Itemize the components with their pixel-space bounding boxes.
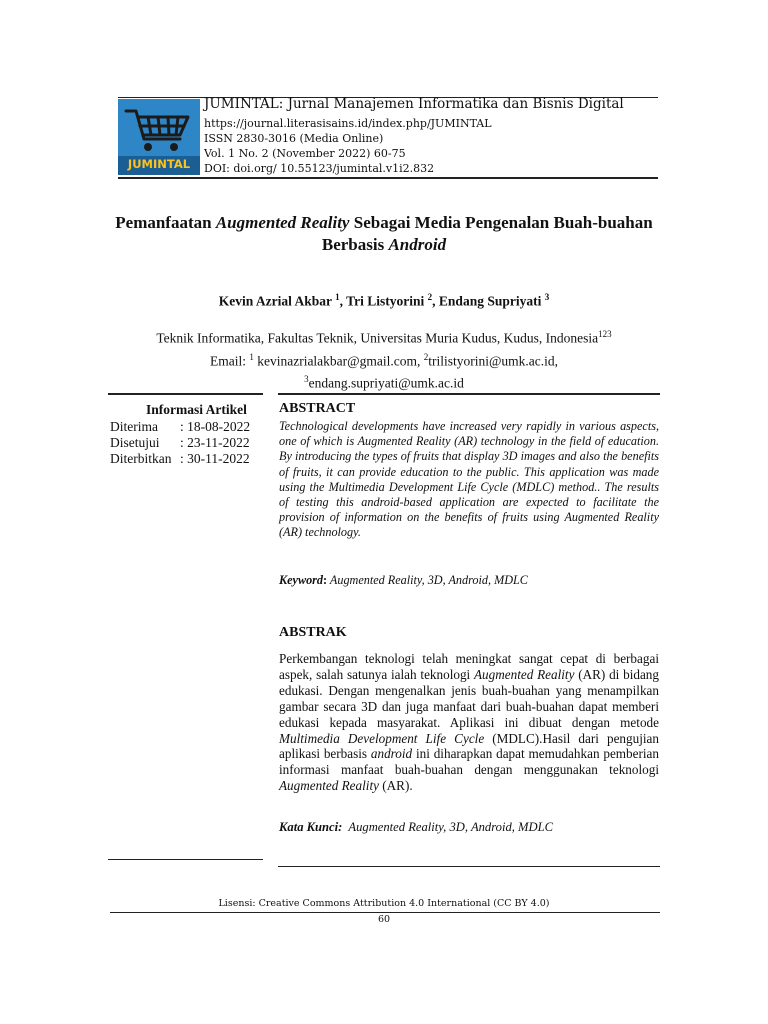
journal-url[interactable]: https://journal.literasisains.id/index.php/JUMINTAL	[204, 117, 492, 130]
info-accepted: Disetujui : 23-11-2022	[110, 435, 250, 450]
email-2[interactable]: trilistyorini@umk.ac.id,	[428, 353, 559, 368]
logo-wordmark: JUMINTAL	[127, 157, 191, 171]
info-bottom-rule	[108, 859, 263, 860]
affiliation: Teknik Informatika, Fakultas Teknik, Universitas Muria Kudus, Kudus, Indonesia$^{123}$	[156, 329, 612, 346]
email-3[interactable]: endang.supriyati@umk.ac.id	[308, 375, 464, 391]
info-received: Diterima : 18-08-2022	[110, 419, 251, 434]
journal-logo	[118, 99, 200, 175]
abstract-text: Technological developments have increased very rapidly in various aspects, one of which is Augmented Reality (AR) technology in the field of education. By introducing the types of fruits that display 3D images and also the benefits of fruits, it can provide education to the public. This application was made using the Multimedia Development Life Cycle (MDLC) method.. The results of testing this android-based application are expected to facilitate the provision of information on the benefits of fruits using Augmented Reality (AR) technology.	[279, 419, 659, 540]
page-number: 60	[377, 914, 391, 925]
email-1[interactable]: kevinazrialakbar@gmail.com,	[253, 353, 424, 368]
info-published: Diterbitkan : 30-11-2022	[110, 451, 250, 466]
abstract-keywords: Keyword: Augmented Reality, 3D, Android, MDLC	[279, 573, 528, 587]
header-bottom-rule	[118, 177, 658, 179]
journal-doi[interactable]: DOI: doi.org/ 10.55123/jumintal.v1i2.832	[204, 162, 435, 175]
abstrak-heading: ABSTRAK	[279, 625, 347, 640]
info-heading: Informasi Artikel	[146, 402, 247, 417]
footer-rule	[110, 912, 660, 913]
abstract-heading: ABSTRACT	[279, 401, 356, 416]
license-text: Lisensi: Creative Commons Attribution 4.0 International (CC BY 4.0)	[218, 898, 550, 909]
abstrak-keywords: Kata Kunci: Augmented Reality, 3D, Android, MDLC	[279, 820, 554, 834]
journal-issn: ISSN 2830-3016 (Media Online)	[204, 132, 384, 145]
email-line-2: $^3$endang.supriyati@umk.ac.id	[304, 374, 464, 391]
affiliation-block	[110, 325, 658, 393]
journal-volume: Vol. 1 No. 2 (November 2022) 60-75	[204, 147, 406, 160]
abstract-bottom-rule	[278, 866, 660, 867]
abstract-top-rule	[278, 393, 660, 395]
abstrak-text: Perkembangan teknologi telah meningkat sangat cepat di berbagai aspek, salah satunya ialah teknologi Augmented Reality (AR) di bidang edukasi. Dengan mengenalkan jenis buah-buahan yang menampilkan gambar secara 3D dan juga manfaat dari buah-buahan dapat memberi edukasi kepada masyarakat. Aplikasi ini dibuat dengan metode Multimedia Development Life Cycle (MDLC).Hasil dari pengujian aplikasi berbasis android ini diharapkan dapat memudahkan pemberian informasi manfaat buah-buahan dengan menggunakan teknologi Augmented Reality (AR).	[279, 651, 660, 794]
shopping-cart-icon	[118, 99, 200, 157]
info-top-rule	[108, 393, 263, 395]
email-line: Email: $^1$ kevinazrialakbar@gmail.com, $^2$trilistyorini@umk.ac.id,	[209, 351, 559, 368]
paper-title: Pemanfaatan Augmented Reality Sebagai Media Pengenalan Buah-buahan Berbasis Android	[115, 213, 653, 254]
paper-authors: Kevin Azrial Akbar $^1$, Tri Listyorini $^2$, Endang Supriyati $^3$	[218, 292, 550, 309]
journal-title: JUMINTAL: Jurnal Manajemen Informatika dan Bisnis Digital	[204, 96, 624, 112]
